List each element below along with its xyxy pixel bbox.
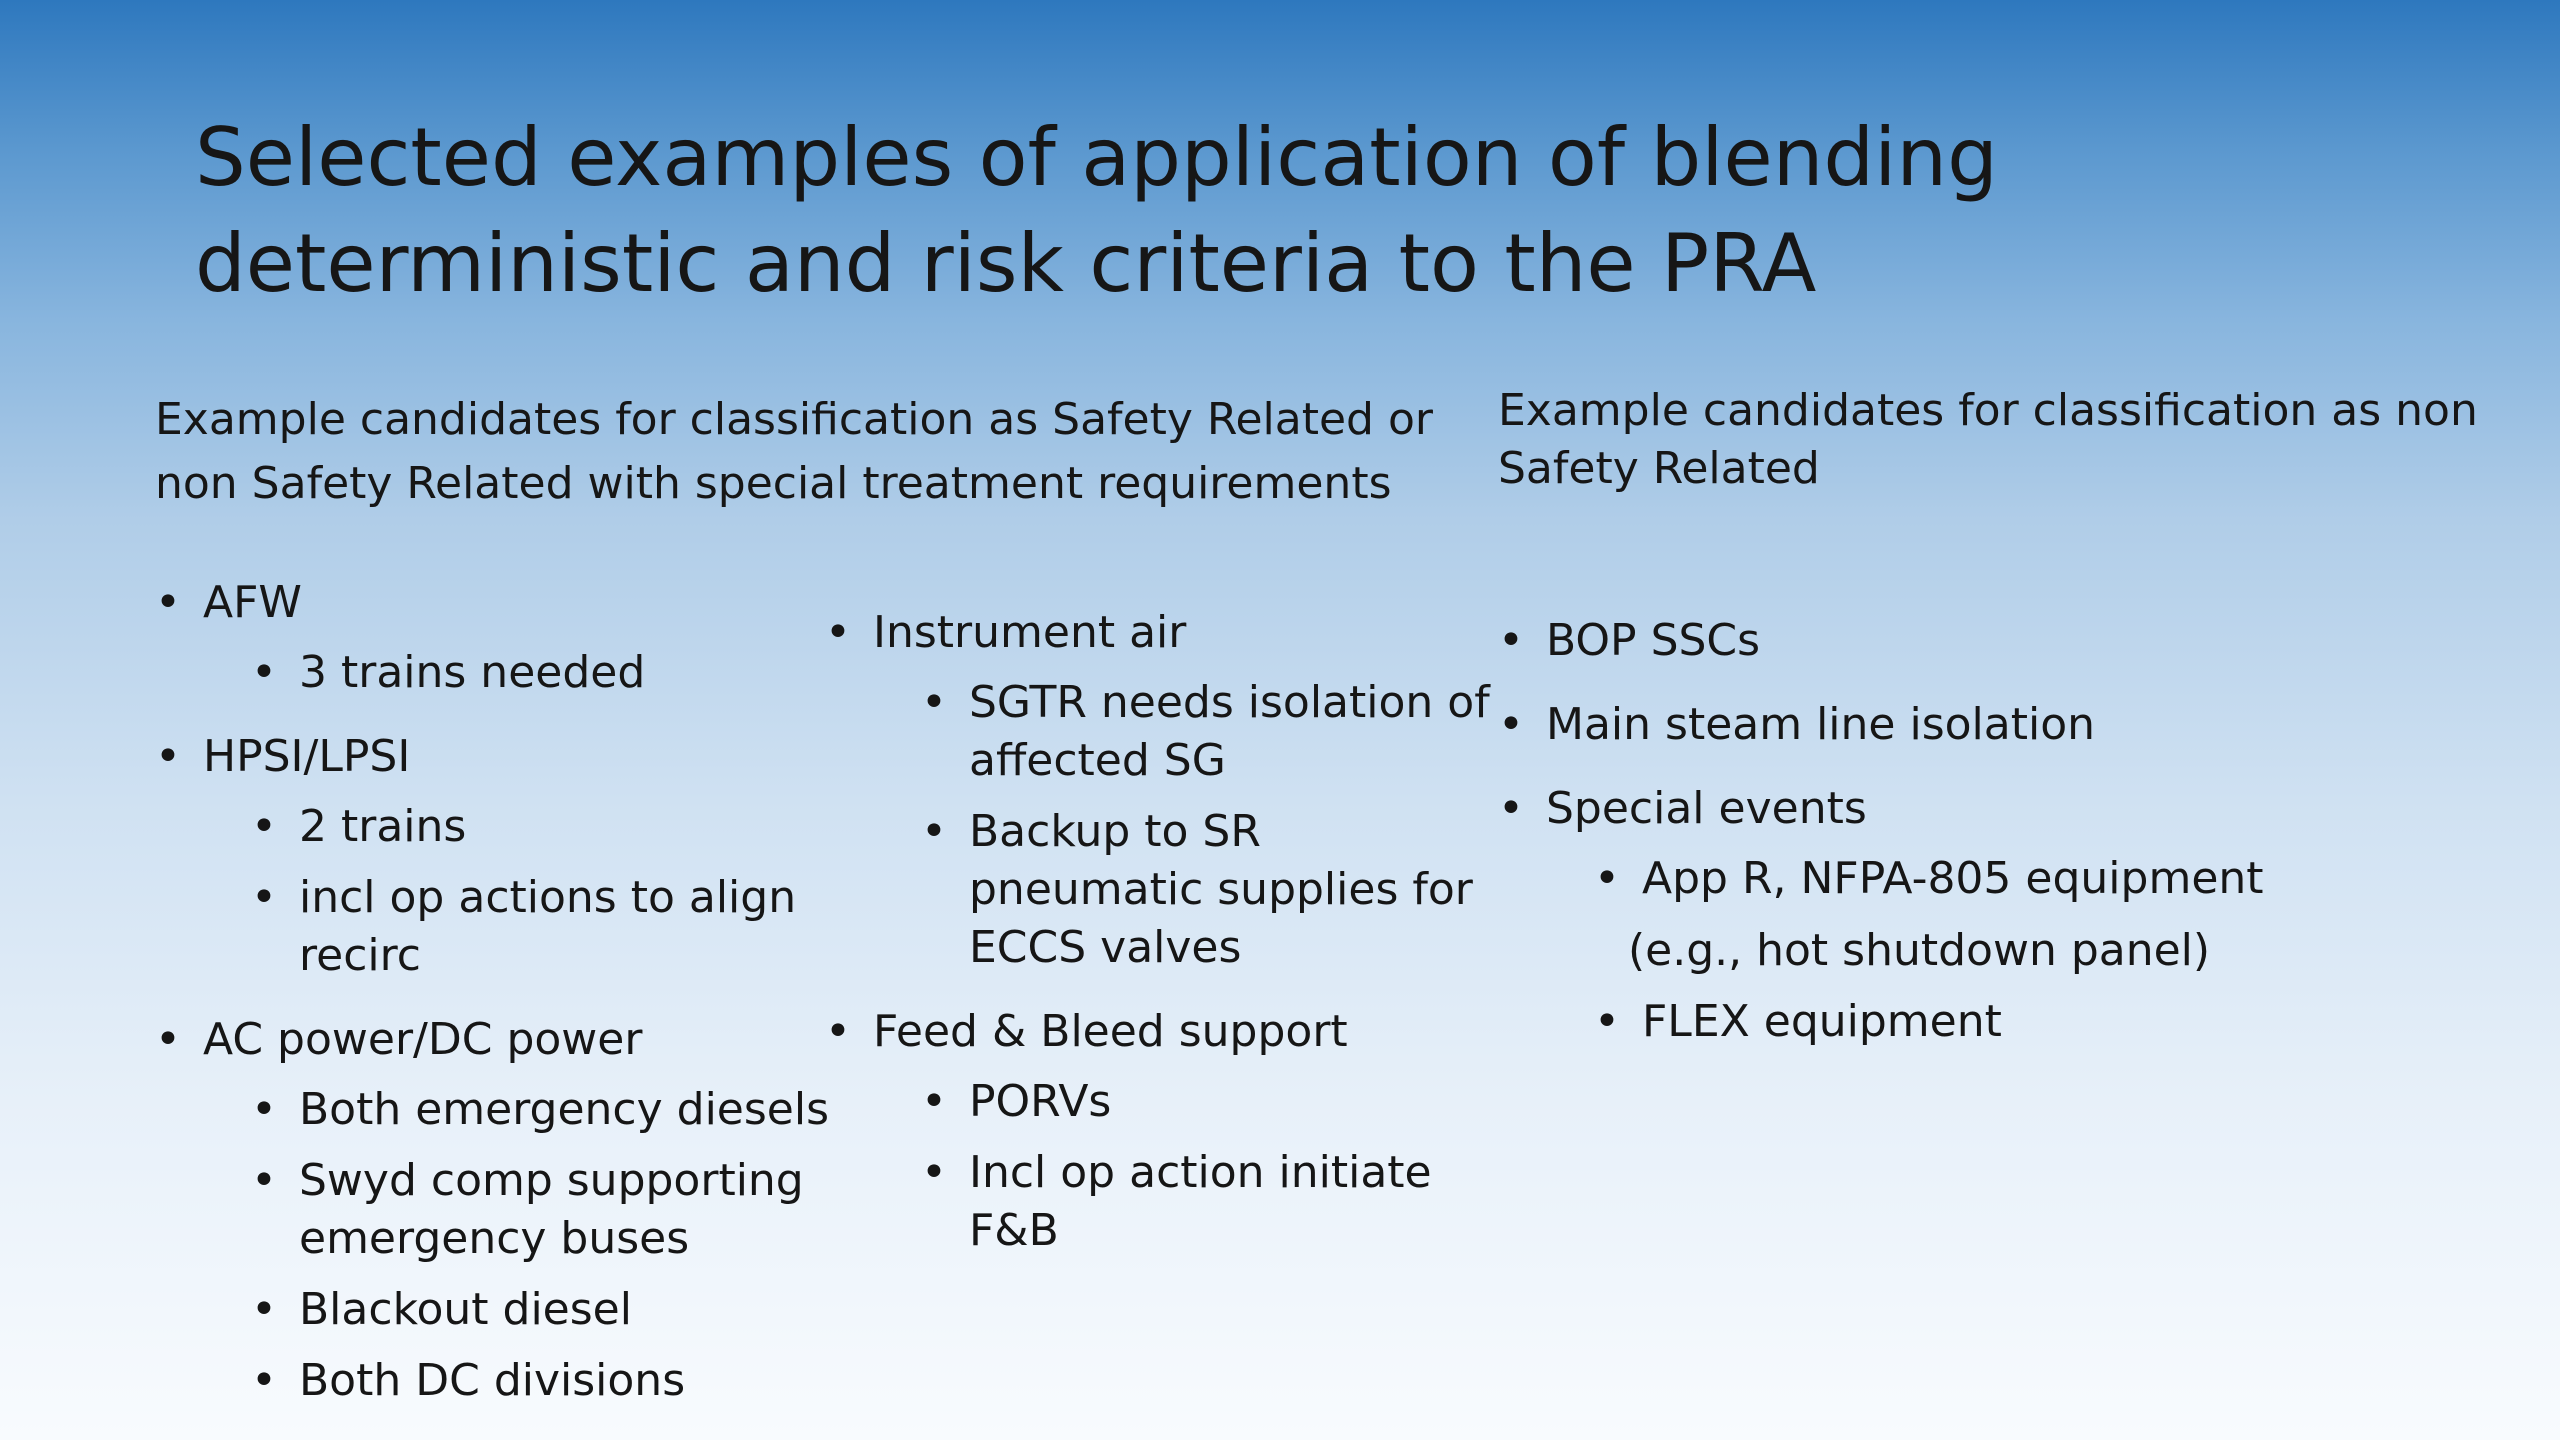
bullet-icon: • bbox=[251, 647, 277, 698]
sub-list bbox=[873, 674, 1505, 977]
bullet-icon: • bbox=[251, 1355, 277, 1406]
bullet-icon: • bbox=[921, 1076, 947, 1127]
bullet-list bbox=[1498, 612, 2398, 1051]
bullet-icon: • bbox=[155, 1014, 181, 1065]
list-item-label: Special events bbox=[1546, 783, 1867, 834]
list-item-label: AC power/DC power bbox=[203, 1014, 643, 1065]
sub-item-label: Incl op action initiate F&B bbox=[969, 1147, 1432, 1256]
sub-item bbox=[1546, 993, 2398, 1051]
bullet-icon: • bbox=[1594, 996, 1620, 1047]
sub-item-label: SGTR needs isolation of affected SG bbox=[969, 677, 1490, 786]
list-item-ac-dc-power bbox=[155, 1011, 835, 1410]
list-item-bop-sscs bbox=[1498, 612, 2398, 670]
sub-item bbox=[203, 798, 835, 856]
sub-item-label: incl op actions to align recirc bbox=[299, 872, 797, 981]
list-item-label: Main steam line isolation bbox=[1546, 699, 2096, 750]
list-item-label: BOP SSCs bbox=[1546, 615, 1761, 666]
bullet-icon: • bbox=[825, 1006, 851, 1057]
list-item-label: AFW bbox=[203, 577, 302, 628]
sub-item bbox=[203, 1081, 835, 1139]
list-item-msiv bbox=[1498, 696, 2398, 754]
heading-sr-candidates: Example candidates for classification as Safety Related or non Safety Related with special treatment requirements bbox=[155, 394, 1433, 509]
bullet-icon: • bbox=[155, 731, 181, 782]
bullet-icon: • bbox=[1594, 853, 1620, 904]
list-item-hpsi-lpsi bbox=[155, 728, 835, 985]
list-item-label: Instrument air bbox=[873, 607, 1187, 658]
bullet-icon: • bbox=[921, 1147, 947, 1198]
sub-item bbox=[873, 1073, 1505, 1131]
sub-item bbox=[873, 803, 1505, 977]
sub-item-label: Blackout diesel bbox=[299, 1284, 632, 1335]
bullet-icon: • bbox=[155, 577, 181, 628]
sub-item-label: Backup to SR pneumatic supplies for ECCS valves bbox=[969, 806, 1473, 973]
sub-item-label: PORVs bbox=[969, 1076, 1112, 1127]
sub-item-label: Both emergency diesels bbox=[299, 1084, 830, 1135]
bullet-icon: • bbox=[251, 1084, 277, 1135]
sub-list bbox=[203, 644, 835, 702]
sub-list bbox=[203, 798, 835, 985]
sub-item-label: 2 trains bbox=[299, 801, 467, 852]
sub-item-label: FLEX equipment bbox=[1642, 996, 2002, 1047]
list-item-afw bbox=[155, 574, 835, 702]
sub-item bbox=[873, 1144, 1505, 1260]
sub-item bbox=[203, 1352, 835, 1410]
list-item-label: HPSI/LPSI bbox=[203, 731, 411, 782]
sub-item-label: App R, NFPA-805 equipment bbox=[1642, 853, 2264, 904]
sub-list bbox=[1546, 850, 2398, 1051]
bullet-icon: • bbox=[921, 677, 947, 728]
list-item-special-events bbox=[1498, 780, 2398, 1051]
bullet-list bbox=[825, 604, 1505, 1260]
list-item-feed-bleed bbox=[825, 1003, 1505, 1260]
bullet-icon: • bbox=[251, 872, 277, 923]
bullet-icon: • bbox=[1498, 615, 1524, 666]
bullet-icon: • bbox=[251, 801, 277, 852]
sub-item bbox=[203, 644, 835, 702]
sub-item-note: (e.g., hot shutdown panel) bbox=[1628, 925, 2211, 976]
sub-item bbox=[203, 1152, 835, 1268]
column-nsr-list bbox=[1498, 612, 2398, 1077]
sub-item-label: Both DC divisions bbox=[299, 1355, 686, 1406]
bullet-icon: • bbox=[251, 1284, 277, 1335]
list-item-instrument-air bbox=[825, 604, 1505, 977]
bullet-icon: • bbox=[1498, 783, 1524, 834]
bullet-icon: • bbox=[921, 806, 947, 857]
heading-nsr-candidates: Example candidates for classification as non Safety Related bbox=[1498, 385, 2478, 494]
list-item-label: Feed & Bleed support bbox=[873, 1006, 1348, 1057]
column-sr-list-2 bbox=[825, 604, 1505, 1286]
sub-item bbox=[203, 1281, 835, 1339]
sub-item bbox=[1546, 850, 2398, 980]
slide-title: Selected examples of application of blending deterministic and risk criteria to the PRA bbox=[195, 111, 1998, 310]
sub-item-label: Swyd comp supporting emergency buses bbox=[299, 1155, 804, 1264]
column-sr-list-1 bbox=[155, 574, 835, 1436]
bullet-icon: • bbox=[251, 1155, 277, 1206]
bullet-list bbox=[155, 574, 835, 1410]
sub-item bbox=[873, 674, 1505, 790]
bullet-icon: • bbox=[1498, 699, 1524, 750]
bullet-icon: • bbox=[825, 607, 851, 658]
sub-item-label: 3 trains needed bbox=[299, 647, 646, 698]
sub-item bbox=[203, 869, 835, 985]
sub-list bbox=[203, 1081, 835, 1410]
sub-list bbox=[873, 1073, 1505, 1260]
